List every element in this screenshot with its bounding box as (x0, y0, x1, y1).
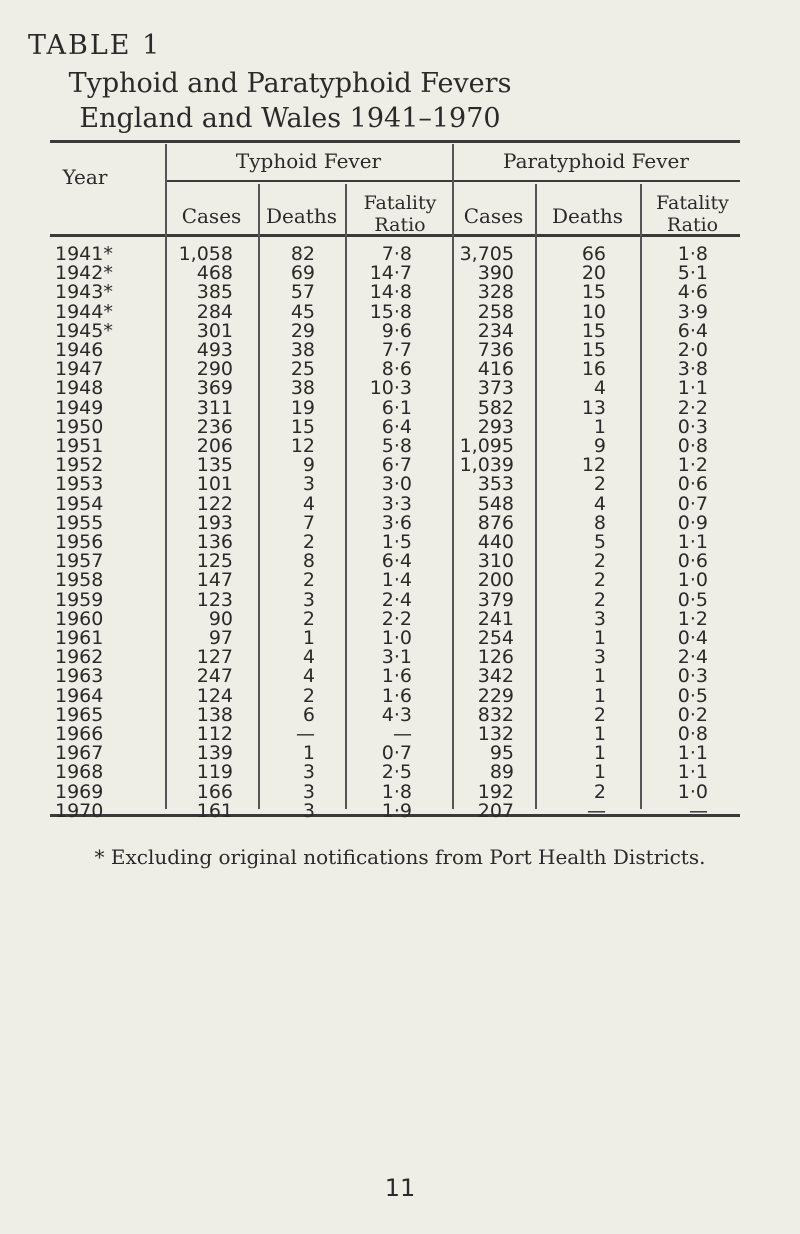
paratyphoid-ratio-cell: 1·1 (677, 742, 708, 765)
typhoid-cases-cell: 122 (196, 492, 233, 515)
header-paratyphoid-cases: Cases (463, 204, 524, 228)
paratyphoid-ratio-cell: — (689, 799, 708, 822)
table-label: TABLE 1 (28, 30, 162, 61)
header-typhoid-fatality-ratio: Fatality Ratio (363, 192, 437, 236)
typhoid-cases-cell: 284 (196, 300, 233, 323)
paratyphoid-ratio-cell: 1·2 (677, 454, 708, 477)
year-cell: 1957 (55, 550, 104, 573)
typhoid-ratio-cell: 3·0 (381, 473, 412, 496)
paratyphoid-cases-cell: 353 (477, 473, 514, 496)
paratyphoid-ratio-cell: 0·7 (677, 492, 708, 515)
paratyphoid-deaths-cell: 2 (593, 473, 606, 496)
typhoid-deaths-cell: 3 (302, 780, 315, 803)
typhoid-cases-cell: 290 (196, 358, 233, 381)
typhoid-cases-cell: 468 (196, 262, 233, 285)
paratyphoid-ratio-cell: 1·8 (677, 243, 708, 265)
paratyphoid-ratio-cell: 6·4 (677, 319, 708, 342)
paratyphoid-cases-cell: 126 (477, 646, 514, 669)
typhoid-cases-cell: 119 (196, 761, 233, 784)
typhoid-ratio-cell: 3·3 (381, 492, 412, 515)
year-cell: 1945* (55, 319, 113, 342)
typhoid-cases-cell: 1,058 (178, 243, 233, 265)
typhoid-deaths-cell: 7 (302, 511, 315, 534)
paratyphoid-deaths-cell: 2 (593, 550, 606, 573)
paratyphoid-deaths-cell: 20 (581, 262, 606, 285)
typhoid-deaths-cell: 19 (290, 396, 315, 419)
typhoid-ratio-cell: 2·5 (381, 761, 412, 784)
typhoid-ratio-cell: — (393, 723, 412, 745)
typhoid-cases-cell: 138 (196, 703, 233, 726)
typhoid-deaths-cell: 2 (302, 531, 315, 553)
typhoid-ratio-cell: 10·3 (369, 377, 412, 400)
paratyphoid-cases-cell: 89 (489, 761, 514, 784)
paratyphoid-deaths-cell: 8 (593, 511, 606, 534)
year-cell: 1941* (55, 243, 113, 265)
typhoid-cases-cell: 125 (196, 550, 233, 573)
typhoid-deaths-cell: 2 (302, 684, 315, 707)
paratyphoid-deaths-cell: 15 (581, 281, 606, 304)
typhoid-ratio-cell: 1·9 (381, 799, 412, 822)
year-cell: 1950 (55, 415, 104, 438)
paratyphoid-ratio-cell: 0·5 (677, 684, 708, 707)
typhoid-deaths-cell: 3 (302, 799, 315, 822)
paratyphoid-cases-cell: 440 (477, 531, 514, 553)
typhoid-ratio-cell: 9·6 (381, 319, 412, 342)
paratyphoid-cases-cell: 876 (477, 511, 514, 534)
paratyphoid-cases-cell: 293 (477, 415, 514, 438)
typhoid-ratio-cell: 5·8 (381, 435, 412, 457)
year-cell: 1942* (55, 262, 113, 285)
paratyphoid-deaths-cell: 2 (593, 780, 606, 803)
paratyphoid-cases-cell: 192 (477, 780, 514, 803)
paratyphoid-deaths-cell: 4 (593, 492, 606, 515)
typhoid-cases-cell: 147 (196, 569, 233, 592)
typhoid-ratio-cell: 6·7 (381, 454, 412, 477)
typhoid-deaths-cell: 4 (302, 646, 315, 669)
year-cell: 1947 (55, 358, 104, 381)
typhoid-ratio-cell: 2·2 (381, 607, 412, 630)
year-cell: 1962 (55, 646, 104, 669)
paratyphoid-deaths-cell: 3 (593, 646, 606, 669)
paratyphoid-cases-cell: 582 (477, 396, 514, 419)
year-cell: 1968 (55, 761, 104, 784)
typhoid-deaths-cell: 8 (302, 550, 315, 573)
paratyphoid-cases-cell: 258 (477, 300, 514, 323)
year-cell: 1955 (55, 511, 104, 534)
year-cell: 1959 (55, 588, 104, 611)
typhoid-deaths-cell: — (296, 723, 315, 745)
paratyphoid-ratio-cell: 1·2 (677, 607, 708, 630)
paratyphoid-deaths-cell: — (587, 799, 606, 822)
paratyphoid-ratio-cell: 0·4 (677, 627, 708, 649)
paratyphoid-cases-cell: 373 (477, 377, 514, 400)
paratyphoid-ratio-cell: 1·0 (677, 569, 708, 592)
year-cell: 1969 (55, 780, 104, 803)
typhoid-ratio-cell: 8·6 (381, 358, 412, 381)
paratyphoid-deaths-cell: 1 (593, 665, 606, 688)
paratyphoid-ratio-cell: 2·4 (677, 646, 708, 669)
typhoid-ratio-cell: 1·8 (381, 780, 412, 803)
paratyphoid-ratio-cell: 0·6 (677, 473, 708, 496)
year-cell: 1965 (55, 703, 104, 726)
typhoid-cases-cell: 135 (196, 454, 233, 477)
paratyphoid-ratio-cell: 0·3 (677, 415, 708, 438)
paratyphoid-ratio-cell: 3·9 (677, 300, 708, 323)
paratyphoid-ratio-cell: 0·8 (677, 435, 708, 457)
paratyphoid-ratio-cell: 0·9 (677, 511, 708, 534)
year-cell: 1944* (55, 300, 113, 323)
paratyphoid-cases-cell: 390 (477, 262, 514, 285)
paratyphoid-deaths-cell: 5 (593, 531, 606, 553)
paratyphoid-cases-cell: 3,705 (459, 243, 514, 265)
typhoid-ratio-cell: 14·7 (369, 262, 412, 285)
typhoid-ratio-cell: 3·1 (381, 646, 412, 669)
paratyphoid-deaths-cell: 1 (593, 684, 606, 707)
typhoid-cases-cell: 369 (196, 377, 233, 400)
typhoid-deaths-cell: 15 (290, 415, 315, 438)
page-number: 11 (384, 1174, 416, 1202)
paratyphoid-cases-cell: 241 (477, 607, 514, 630)
paratyphoid-deaths-cell: 15 (581, 339, 606, 361)
year-cell: 1948 (55, 377, 104, 400)
paratyphoid-deaths-cell: 1 (593, 742, 606, 765)
paratyphoid-deaths-cell: 1 (593, 761, 606, 784)
year-cell: 1951 (55, 435, 104, 457)
paratyphoid-cases-cell: 1,039 (459, 454, 514, 477)
year-cell: 1953 (55, 473, 104, 496)
paratyphoid-ratio-cell: 1·0 (677, 780, 708, 803)
paratyphoid-ratio-cell: 0·2 (677, 703, 708, 726)
typhoid-ratio-cell: 7·7 (381, 339, 412, 361)
year-cell: 1960 (55, 607, 104, 630)
paratyphoid-deaths-cell: 13 (581, 396, 606, 419)
typhoid-cases-cell: 236 (196, 415, 233, 438)
paratyphoid-cases-cell: 328 (477, 281, 514, 304)
paratyphoid-cases-cell: 234 (477, 319, 514, 342)
typhoid-cases-cell: 90 (208, 607, 233, 630)
typhoid-cases-cell: 139 (196, 742, 233, 765)
typhoid-ratio-cell: 15·8 (369, 300, 412, 323)
paratyphoid-deaths-cell: 4 (593, 377, 606, 400)
typhoid-ratio-cell: 0·7 (381, 742, 412, 765)
typhoid-ratio-cell: 1·4 (381, 569, 412, 592)
typhoid-ratio-cell: 1·5 (381, 531, 412, 553)
typhoid-ratio-cell: 4·3 (381, 703, 412, 726)
typhoid-ratio-cell: 6·4 (381, 550, 412, 573)
year-cell: 1964 (55, 684, 104, 707)
paratyphoid-ratio-cell: 4·6 (677, 281, 708, 304)
typhoid-cases-cell: 124 (196, 684, 233, 707)
paratyphoid-deaths-cell: 3 (593, 607, 606, 630)
paratyphoid-ratio-cell: 1·1 (677, 377, 708, 400)
paratyphoid-deaths-cell: 1 (593, 723, 606, 745)
year-cell: 1952 (55, 454, 104, 477)
typhoid-deaths-cell: 4 (302, 665, 315, 688)
paratyphoid-deaths-cell: 1 (593, 627, 606, 649)
typhoid-cases-cell: 166 (196, 780, 233, 803)
typhoid-cases-cell: 127 (196, 646, 233, 669)
paratyphoid-cases-cell: 207 (477, 799, 514, 822)
typhoid-ratio-cell: 1·0 (381, 627, 412, 649)
paratyphoid-cases-cell: 832 (477, 703, 514, 726)
typhoid-deaths-cell: 12 (290, 435, 315, 457)
header-typhoid-cases: Cases (181, 204, 242, 228)
paratyphoid-cases-cell: 1,095 (459, 435, 514, 457)
paratyphoid-cases-cell: 548 (477, 492, 514, 515)
paratyphoid-cases-cell: 379 (477, 588, 514, 611)
typhoid-deaths-cell: 3 (302, 761, 315, 784)
year-cell: 1958 (55, 569, 104, 592)
typhoid-deaths-cell: 3 (302, 588, 315, 611)
typhoid-cases-cell: 385 (196, 281, 233, 304)
typhoid-cases-cell: 136 (196, 531, 233, 553)
typhoid-deaths-cell: 25 (290, 358, 315, 381)
paratyphoid-cases-cell: 310 (477, 550, 514, 573)
paratyphoid-ratio-cell: 0·3 (677, 665, 708, 688)
typhoid-ratio-cell: 3·6 (381, 511, 412, 534)
paratyphoid-deaths-cell: 15 (581, 319, 606, 342)
year-cell: 1963 (55, 665, 104, 688)
paratyphoid-cases-cell: 95 (489, 742, 514, 765)
paratyphoid-deaths-cell: 1 (593, 415, 606, 438)
typhoid-deaths-cell: 57 (290, 281, 315, 304)
typhoid-deaths-cell: 2 (302, 569, 315, 592)
header-typhoid-deaths: Deaths (266, 204, 337, 228)
year-cell: 1970 (55, 799, 104, 822)
paratyphoid-cases-cell: 229 (477, 684, 514, 707)
paratyphoid-cases-cell: 200 (477, 569, 514, 592)
typhoid-cases-cell: 101 (196, 473, 233, 496)
paratyphoid-ratio-cell: 0·6 (677, 550, 708, 573)
header-paratyphoid-deaths: Deaths (552, 204, 623, 228)
table-title: Typhoid and Paratyphoid Fevers (68, 68, 512, 99)
table-subtitle: England and Wales 1941–1970 (79, 103, 501, 134)
year-cell: 1961 (55, 627, 104, 649)
paratyphoid-cases-cell: 254 (477, 627, 514, 649)
paratyphoid-ratio-cell: 0·8 (677, 723, 708, 745)
typhoid-deaths-cell: 45 (290, 300, 315, 323)
paratyphoid-ratio-cell: 1·1 (677, 531, 708, 553)
paratyphoid-ratio-cell: 3·8 (677, 358, 708, 381)
paratyphoid-ratio-cell: 1·1 (677, 761, 708, 784)
paratyphoid-cases-cell: 736 (477, 339, 514, 361)
year-cell: 1949 (55, 396, 104, 419)
header-paratyphoid-fatality-ratio: Fatality Ratio (656, 192, 729, 236)
typhoid-ratio-cell: 6·4 (381, 415, 412, 438)
year-cell: 1946 (55, 339, 104, 361)
typhoid-deaths-cell: 69 (290, 262, 315, 285)
header-year: Year (62, 165, 108, 189)
typhoid-deaths-cell: 9 (302, 454, 315, 477)
paratyphoid-ratio-cell: 0·5 (677, 588, 708, 611)
typhoid-deaths-cell: 3 (302, 473, 315, 496)
year-cell: 1943* (55, 281, 113, 304)
typhoid-cases-cell: 311 (196, 396, 233, 419)
paratyphoid-ratio-cell: 2·0 (677, 339, 708, 361)
typhoid-deaths-cell: 82 (290, 243, 315, 265)
typhoid-cases-cell: 161 (196, 799, 233, 822)
typhoid-cases-cell: 301 (196, 319, 233, 342)
typhoid-deaths-cell: 38 (290, 339, 315, 361)
paratyphoid-deaths-cell: 16 (581, 358, 606, 381)
typhoid-deaths-cell: 6 (302, 703, 315, 726)
typhoid-cases-cell: 123 (196, 588, 233, 611)
paratyphoid-deaths-cell: 9 (593, 435, 606, 457)
typhoid-deaths-cell: 2 (302, 607, 315, 630)
paratyphoid-deaths-cell: 10 (581, 300, 606, 323)
typhoid-cases-cell: 97 (208, 627, 233, 649)
paratyphoid-deaths-cell: 2 (593, 588, 606, 611)
typhoid-deaths-cell: 1 (302, 742, 315, 765)
year-cell: 1956 (55, 531, 104, 553)
typhoid-ratio-cell: 14·8 (369, 281, 412, 304)
paratyphoid-deaths-cell: 2 (593, 569, 606, 592)
paratyphoid-ratio-cell: 5·1 (677, 262, 708, 285)
typhoid-cases-cell: 112 (196, 723, 233, 745)
typhoid-deaths-cell: 4 (302, 492, 315, 515)
typhoid-cases-cell: 206 (196, 435, 233, 457)
typhoid-ratio-cell: 6·1 (381, 396, 412, 419)
header-paratyphoid: Paratyphoid Fever (503, 149, 689, 173)
paratyphoid-ratio-cell: 2·2 (677, 396, 708, 419)
typhoid-ratio-cell: 7·8 (381, 243, 412, 265)
typhoid-ratio-cell: 1·6 (381, 665, 412, 688)
paratyphoid-deaths-cell: 66 (581, 243, 606, 265)
year-cell: 1954 (55, 492, 104, 515)
typhoid-cases-cell: 493 (196, 339, 233, 361)
paratyphoid-cases-cell: 132 (477, 723, 514, 745)
typhoid-ratio-cell: 1·6 (381, 684, 412, 707)
typhoid-deaths-cell: 38 (290, 377, 315, 400)
year-cell: 1967 (55, 742, 104, 765)
typhoid-cases-cell: 193 (196, 511, 233, 534)
top-rule (50, 140, 740, 143)
paratyphoid-deaths-cell: 12 (581, 454, 606, 477)
paratyphoid-cases-cell: 342 (477, 665, 514, 688)
footnote: * Excluding original notifications from Port Health Districts. (94, 845, 706, 869)
header-typhoid: Typhoid Fever (235, 149, 382, 173)
typhoid-ratio-cell: 2·4 (381, 588, 412, 611)
paratyphoid-deaths-cell: 2 (593, 703, 606, 726)
paratyphoid-cases-cell: 416 (477, 358, 514, 381)
typhoid-deaths-cell: 29 (290, 319, 315, 342)
year-cell: 1966 (55, 723, 104, 745)
typhoid-deaths-cell: 1 (302, 627, 315, 649)
typhoid-cases-cell: 247 (196, 665, 233, 688)
